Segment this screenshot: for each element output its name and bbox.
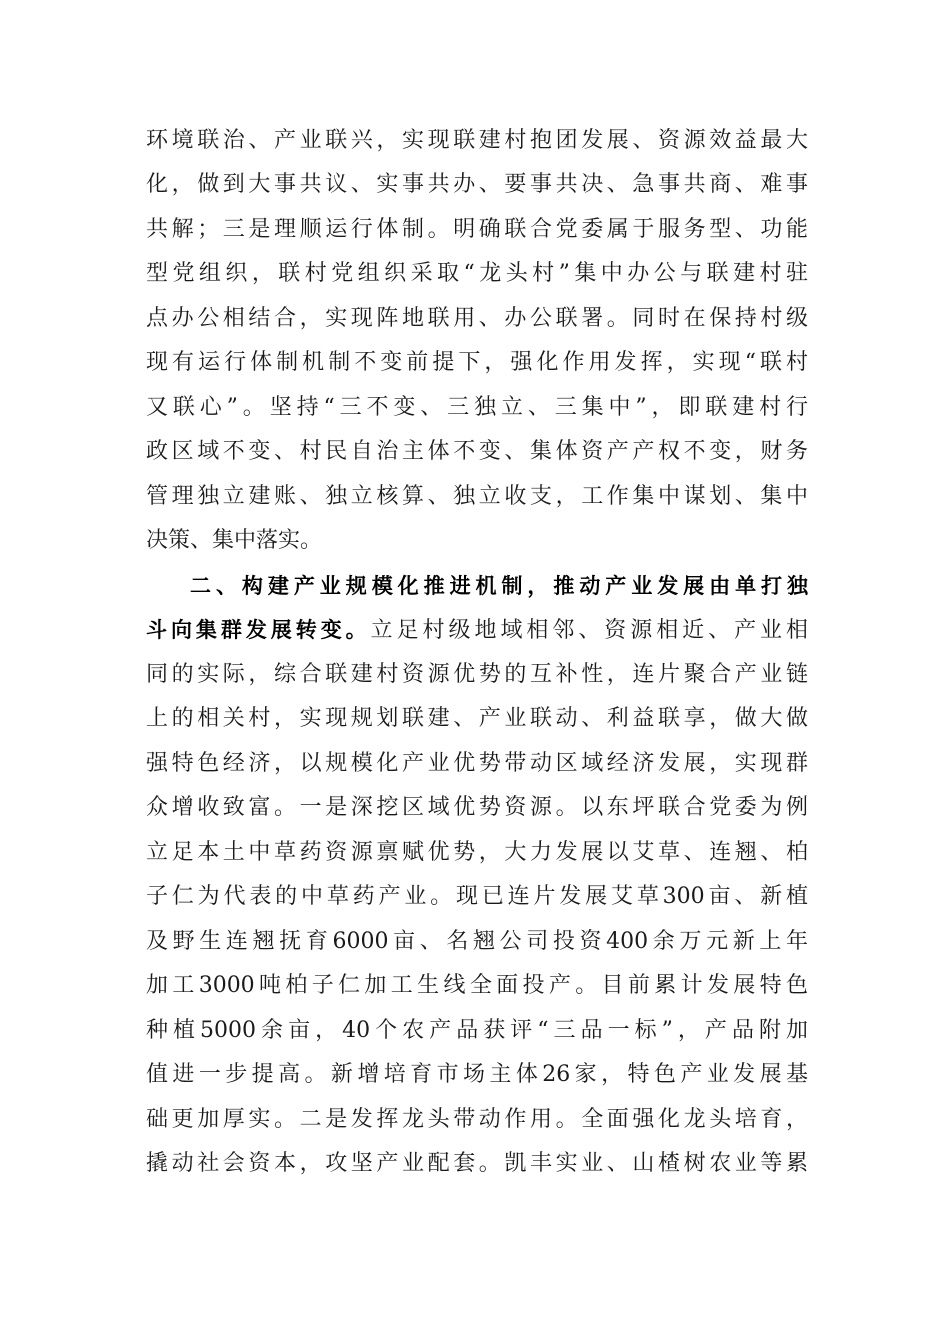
paragraph-line: 子仁为代表的中草药产业。现已连片发展艾草300亩、新植 [146, 884, 808, 909]
paragraph-line: 管理独立建账、独立核算、独立收支，工作集中谋划、集中 [146, 484, 808, 509]
paragraph-line: 又联心”。坚持“三不变、三独立、三集中”，即联建村行 [146, 395, 808, 420]
paragraph-line: 加工3000吨柏子仁加工生线全面投产。目前累计发展特色 [146, 973, 808, 998]
paragraph-line: 础更加厚实。二是发挥龙头带动作用。全面强化龙头培育， [146, 1107, 808, 1132]
paragraph-line: 立足本土中草药资源禀赋优势，大力发展以艾草、连翘、柏 [146, 840, 808, 865]
paragraph-line: 及野生连翘抚育6000亩、名翘公司投资400余万元新上年 [146, 929, 808, 954]
paragraph-line: 上的相关村，实现规划联建、产业联动、利益联享，做大做 [146, 706, 808, 731]
paragraph-line: 点办公相结合，实现阵地联用、办公联署。同时在保持村级 [146, 306, 808, 331]
paragraph-line: 型党组织，联村党组织采取“龙头村”集中办公与联建村驻 [146, 261, 808, 286]
paragraph-line: 值进一步提高。新增培育市场主体26家，特色产业发展基 [146, 1062, 808, 1087]
paragraph-line: 种植5000余亩，40个农产品获评“三品一标”，产品附加 [146, 1018, 808, 1043]
paragraph-line: 共解；三是理顺运行体制。明确联合党委属于服务型、功能 [146, 217, 808, 242]
section-heading-continued [146, 610, 808, 650]
paragraph-line: 众增收致富。一是深挖区域优势资源。以东坪联合党委为例 [146, 795, 808, 820]
paragraph-line: 同的实际，综合联建村资源优势的互补性，连片聚合产业链 [146, 662, 808, 687]
paragraph-line: 化，做到大事共议、实事共办、要事共决、急事共商、难事 [146, 172, 808, 197]
paragraph-line: 撬动社会资本，攻坚产业配套。凯丰实业、山楂树农业等累 [146, 1151, 808, 1176]
paragraph-line: 强特色经济，以规模化产业优势带动区域经济发展，实现群 [146, 751, 808, 776]
paragraph-line: 决策、集中落实。 [146, 528, 323, 553]
section-text-start: 立足村级地域相邻、资源相近、产业相 [370, 618, 808, 643]
paragraph-line: 环境联治、产业联兴，实现联建村抱团发展、资源效益最大 [146, 128, 808, 153]
paragraph-line: 政区域不变、村民自治主体不变、集体资产产权不变，财务 [146, 439, 808, 464]
section-heading: 二、构建产业规模化推进机制，推动产业发展由单打独 [190, 574, 808, 598]
section-heading-tail: 斗向集群发展转变。 [146, 618, 371, 642]
paragraph-line: 现有运行体制机制不变前提下，强化作用发挥，实现“联村 [146, 350, 808, 375]
